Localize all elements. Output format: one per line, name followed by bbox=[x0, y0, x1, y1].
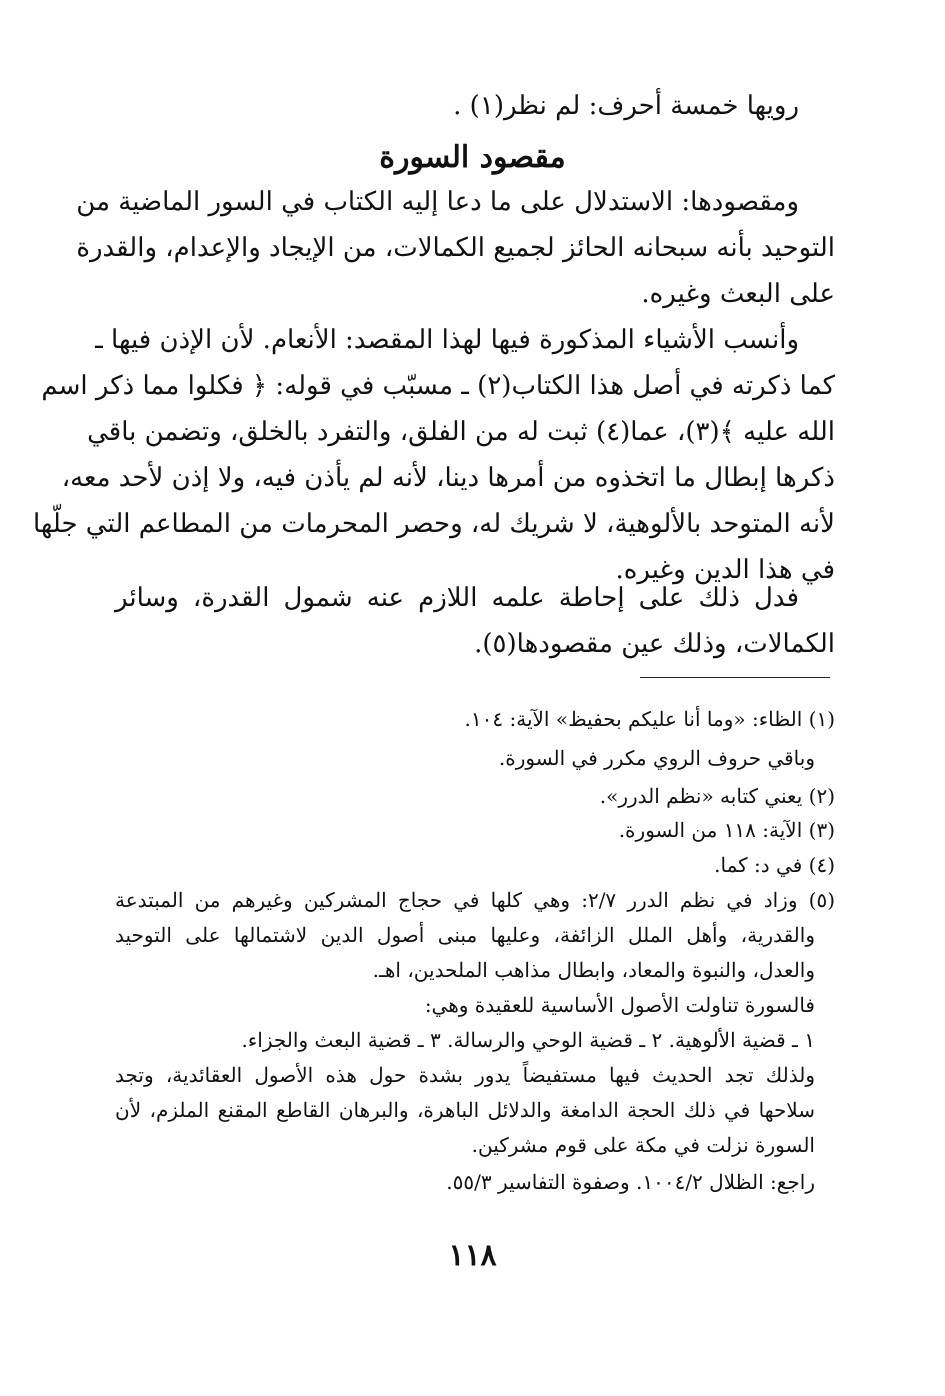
footnote-line: ١ ـ قضية الألوهية. ٢ ـ قضية الوحي والرسالة. ٣ ـ قضية البعث والجزاء. bbox=[241, 1028, 815, 1052]
page-number: ١١٨ bbox=[448, 1238, 497, 1273]
body-line: كما ذكرته في أصل هذا الكتاب(٢) ـ مسبّب في قوله: ﴿ فكلوا مما ذكر اسم bbox=[41, 371, 835, 401]
body-line: ومقصودها: الاستدلال على ما دعا إليه الكتاب في السور الماضية من bbox=[76, 187, 799, 217]
footnote-line: (٣) الآية: ١١٨ من السورة. bbox=[618, 818, 835, 842]
body-line: الله عليه ﴾(٣)، عما(٤) ثبت له من الفلق، والتفرد بالخلق، وتضمن باقي bbox=[87, 417, 835, 447]
body-line: وأنسب الأشياء المذكورة فيها لهذا المقصد: الأنعام. لأن الإذن فيها ـ bbox=[95, 325, 799, 355]
footnote-separator bbox=[640, 677, 830, 678]
intro-line: رويها خمسة أحرف: لم نظر(١) . bbox=[453, 91, 799, 121]
body-line: الكمالات، وذلك عين مقصودها(٥). bbox=[474, 629, 835, 659]
footnote-line: (٤) في د: كما. bbox=[714, 853, 835, 877]
footnote-line: السورة نزلت في مكة على قوم مشركين. bbox=[471, 1133, 815, 1157]
footnote-line: سلاحها في ذلك الحجة الدامغة والدلائل الباهرة، والبرهان القاطع المقنع الملزم، لأن bbox=[115, 1098, 815, 1122]
footnote-line: فالسورة تناولت الأصول الأساسية للعقيدة وهي: bbox=[424, 993, 815, 1017]
body-line: التوحيد بأنه سبحانه الحائز لجميع الكمالات، من الإيجاد والإعدام، والقدرة bbox=[76, 233, 835, 263]
footnote-line: راجع: الظلال ١٠٠٤/٢. وصفوة التفاسير ٥٥/٣. bbox=[446, 1170, 815, 1194]
footnote-line: ولذلك تجد الحديث فيها مستفيضاً يدور بشدة حول هذه الأصول العقائدية، وتجد bbox=[115, 1063, 815, 1087]
footnote-line: (٢) يعني كتابه «نظم الدرر». bbox=[599, 784, 835, 808]
body-line: فدل ذلك على إحاطة علمه اللازم عنه شمول القدرة، وسائر bbox=[115, 583, 799, 613]
footnote-line: (٥) وزاد في نظم الدرر ٢/٧: وهي كلها في حجاج المشركين وغيرهم من المبتدعة bbox=[115, 888, 835, 912]
body-line: ذكرها إبطال ما اتخذوه من أمرها دينا، لأنه لم يأذن فيه، ولا إذن لأحد معه، bbox=[61, 463, 835, 493]
footnote-line: والعدل، والنبوة والمعاد، وابطال مذاهب الملحدين، اهـ. bbox=[372, 958, 815, 982]
body-line: لأنه المتوحد بالألوهية، لا شريك له، وحصر المحرمات من المطاعم التي جلّها bbox=[32, 509, 835, 539]
footnote-line: وباقي حروف الروي مكرر في السورة. bbox=[498, 746, 815, 770]
footnote-line: (١) الظاء: «وما أنا عليكم بحفيظ» الآية: ١٠٤. bbox=[464, 707, 835, 731]
body-line: في هذا الدين وغيره. bbox=[615, 555, 835, 585]
section-heading: مقصود السورة bbox=[379, 140, 566, 175]
body-line: على البعث وغيره. bbox=[641, 279, 835, 309]
footnote-line: والقدرية، وأهل الملل الزائفة، وعليها مبنى أصول الدين لاشتمالها على التوحيد bbox=[115, 923, 815, 947]
